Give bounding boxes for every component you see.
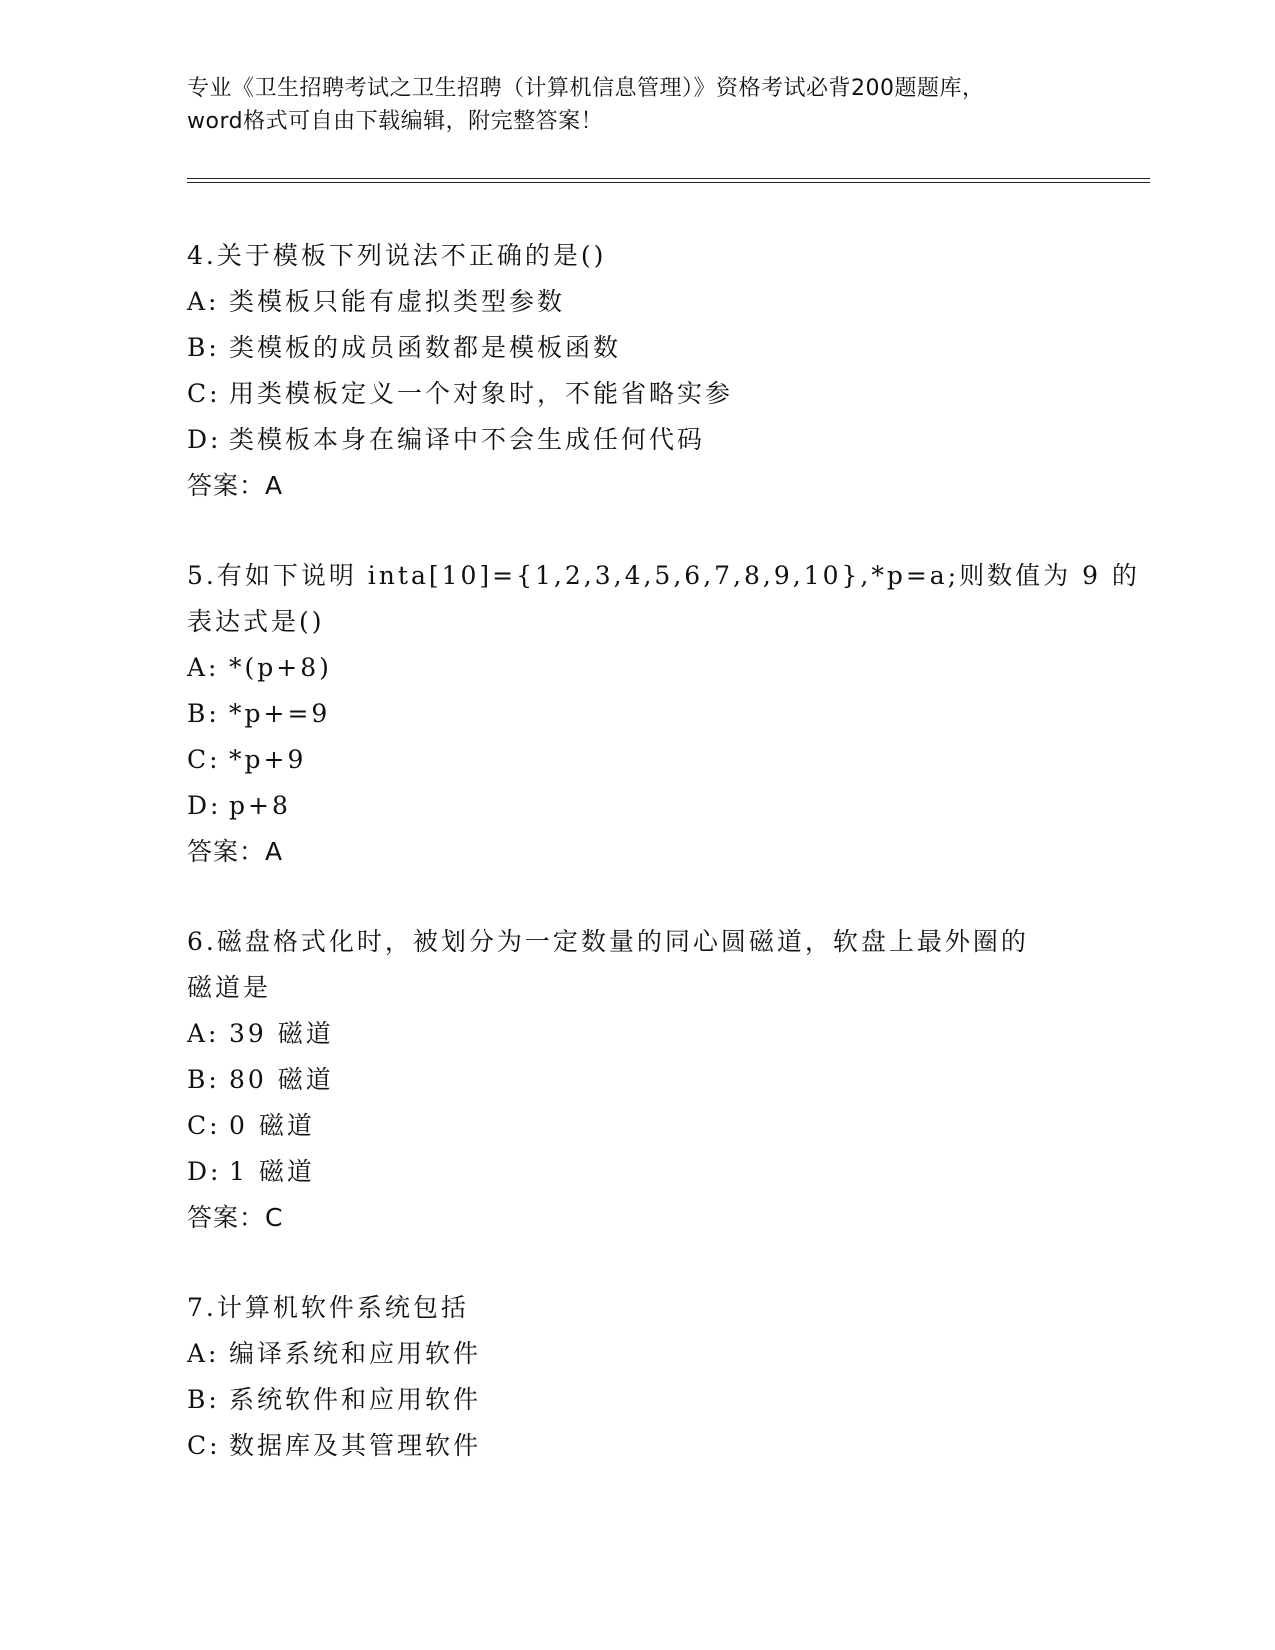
answer-option	[187, 1057, 1087, 1103]
option-text: p+8	[229, 791, 291, 820]
option-letter: B:	[187, 333, 220, 362]
question-stem: 磁道是	[187, 973, 272, 1002]
question-stem: 6.磁盘格式化时，被划分为一定数量的同心圆磁道，软盘上最外圈的	[187, 927, 1029, 956]
answer-option	[187, 1331, 1087, 1377]
option-letter: D:	[187, 1157, 222, 1186]
answer-option	[187, 1377, 1087, 1423]
question-stem: 7.计算机软件系统包括	[187, 1293, 469, 1322]
option-letter: B:	[187, 699, 220, 728]
option-letter: A:	[187, 1019, 220, 1048]
option-letter: C:	[187, 745, 221, 774]
header-divider	[187, 178, 1150, 183]
question-stem: 5.有如下说明 inta[10]={1,2,3,4,5,6,7,8,9,10},*p=a;则数值为 9 的	[187, 561, 1140, 590]
option-letter: C:	[187, 1431, 221, 1460]
option-text: 类模板的成员函数都是模板函数	[229, 333, 622, 362]
option-letter: B:	[187, 1065, 220, 1094]
option-text: 类模板只能有虚拟类型参数	[229, 287, 566, 316]
question-stem: 表达式是()	[187, 607, 325, 636]
answer-key: 答案：A	[187, 837, 284, 866]
option-text: 用类模板定义一个对象时，不能省略实参	[229, 379, 734, 408]
option-text: 类模板本身在编译中不会生成任何代码	[229, 425, 706, 454]
option-text: *p+9	[229, 745, 307, 774]
answer-option	[187, 737, 1087, 783]
answer-option	[187, 645, 1087, 691]
answer-option	[187, 1423, 1087, 1469]
answer-option	[187, 1149, 1087, 1195]
option-letter: A:	[187, 287, 220, 316]
option-text: 39 磁道	[229, 1019, 334, 1048]
option-letter: A:	[187, 1339, 220, 1368]
option-text: 编译系统和应用软件	[229, 1339, 482, 1368]
option-text: 系统软件和应用软件	[229, 1385, 482, 1414]
document-header	[187, 72, 1087, 138]
question-block	[187, 1285, 1087, 1469]
question-block	[187, 233, 1087, 509]
option-text: 数据库及其管理软件	[229, 1431, 482, 1460]
answer-option	[187, 325, 1087, 371]
option-letter: D:	[187, 791, 222, 820]
option-text: *p+=9	[229, 699, 331, 728]
answer-option	[187, 371, 1087, 417]
option-letter: A:	[187, 653, 220, 682]
header-line-1: 专业《卫生招聘考试之卫生招聘（计算机信息管理）》资格考试必背200题题库，	[187, 76, 985, 101]
header-line-2: word格式可自由下载编辑，附完整答案！	[187, 109, 604, 134]
question-block	[187, 919, 1087, 1241]
option-text: 0 磁道	[229, 1111, 315, 1140]
answer-key: 答案：A	[187, 471, 284, 500]
answer-option	[187, 783, 1087, 829]
option-text: *(p+8)	[229, 653, 332, 682]
answer-option	[187, 417, 1087, 463]
option-letter: D:	[187, 425, 222, 454]
answer-option	[187, 691, 1087, 737]
option-letter: C:	[187, 379, 221, 408]
question-block	[187, 553, 1140, 875]
question-list	[187, 233, 1140, 1513]
answer-key: 答案：C	[187, 1203, 284, 1232]
option-text: 80 磁道	[229, 1065, 334, 1094]
answer-option	[187, 1103, 1087, 1149]
question-stem: 4.关于模板下列说法不正确的是()	[187, 241, 607, 270]
option-text: 1 磁道	[229, 1157, 315, 1186]
answer-option	[187, 1011, 1087, 1057]
option-letter: C:	[187, 1111, 221, 1140]
answer-option	[187, 279, 1087, 325]
option-letter: B:	[187, 1385, 220, 1414]
